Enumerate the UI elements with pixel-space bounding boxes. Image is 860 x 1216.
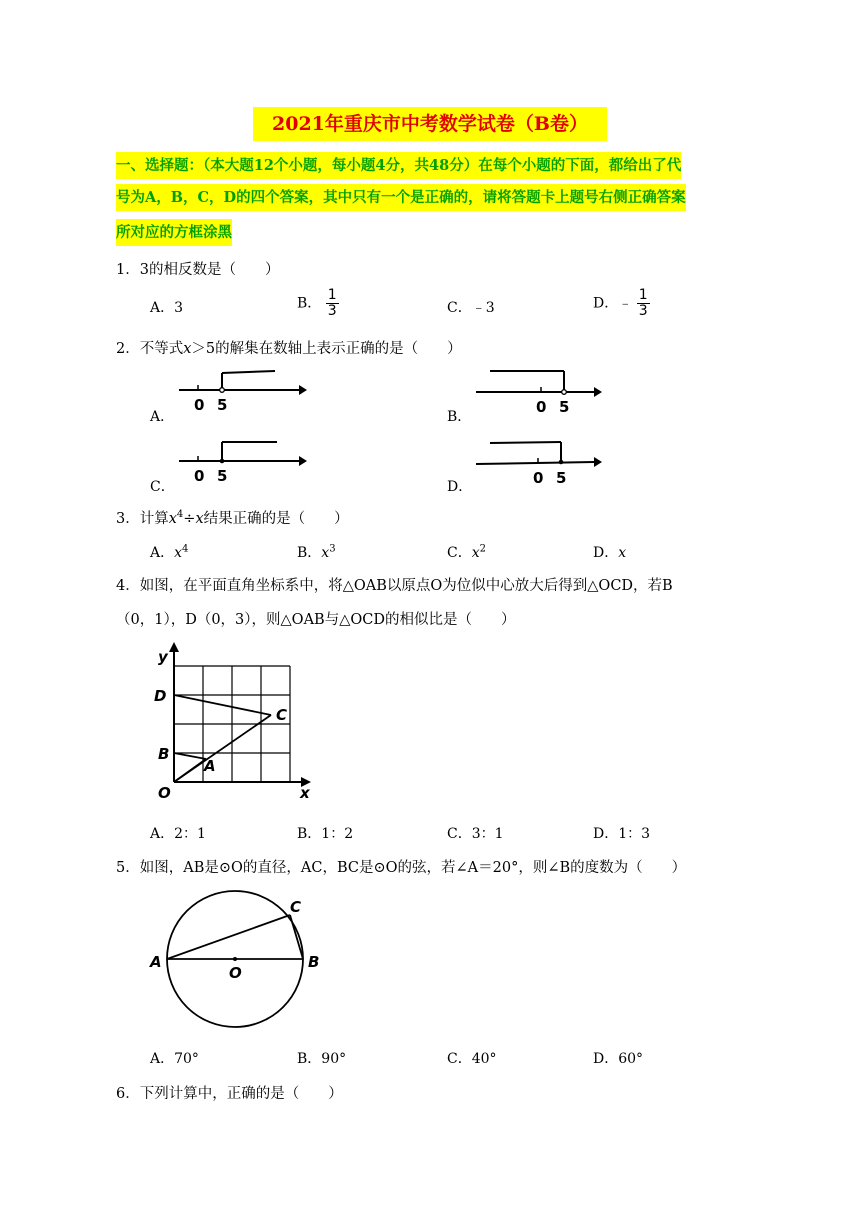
option-variable: x (321, 545, 330, 561)
option-exponent: 4 (182, 543, 189, 555)
question-1-option-d-fraction (637, 288, 650, 319)
option-variable: x (471, 545, 480, 561)
number-line-b (472, 366, 607, 416)
coordinate-grid-figure (150, 638, 330, 808)
stem-variable: x (195, 511, 204, 527)
question-3-option-d (593, 542, 626, 562)
stem-operator: ÷ (183, 511, 196, 527)
stem-text: 2．不等式 (116, 341, 184, 357)
stem-text: 结果正确的是（ ） (203, 511, 349, 527)
question-2-option-c-label: C． (150, 479, 175, 495)
axis-label-y: y (158, 648, 168, 666)
fraction-numerator: 1 (327, 287, 337, 303)
section-instruction-line-3: 所对应的方框涂黑 (116, 219, 232, 246)
question-2-stem (116, 337, 462, 358)
question-3-stem (116, 507, 349, 528)
number-line-five: 5 (559, 398, 570, 416)
question-5-option-a: A．70° (150, 1051, 199, 1067)
option-variable: x (618, 545, 627, 561)
point-label-d: D (154, 687, 167, 705)
option-label: B． (297, 545, 322, 561)
point-label-o: O (229, 964, 242, 982)
fraction-denominator: 3 (638, 303, 648, 319)
question-1-stem: 1．3的相反数是（ ） (116, 262, 280, 278)
question-5-option-b: B．90° (297, 1051, 347, 1067)
option-label: D． (593, 545, 619, 561)
number-line-a (175, 366, 310, 416)
question-1-option-b (297, 288, 339, 319)
number-line-c (175, 437, 310, 487)
question-1-option-c: C．﹣3 (447, 300, 495, 316)
option-label: C． (447, 545, 472, 561)
question-5-option-c: C．40° (447, 1051, 497, 1067)
number-line-five: 5 (217, 396, 228, 414)
fraction-numerator: 1 (638, 287, 648, 303)
number-line-five: 5 (217, 467, 228, 485)
number-line-d (472, 437, 607, 487)
fraction-denominator: 3 (327, 303, 337, 319)
stem-variable: x (183, 341, 192, 357)
point-label-o: O (158, 784, 171, 802)
question-3-option-b (297, 542, 336, 562)
question-4-option-c: C．3：1 (447, 826, 504, 842)
point-label-a: A (204, 757, 216, 775)
question-5-option-d: D．60° (593, 1051, 644, 1067)
point-label-c: C (290, 898, 302, 916)
option-exponent: 3 (329, 543, 336, 555)
point-label-b: B (158, 745, 170, 763)
number-line-zero: 0 (194, 396, 205, 414)
exam-title: 2021年重庆市中考数学试卷（B卷） (253, 107, 607, 141)
question-5-stem: 5．如图，AB是⊙O的直径，AC，BC是⊙O的弦，若∠A＝20°，则∠B的度数为（ ） (116, 860, 687, 876)
question-1-option-b-fraction (326, 288, 339, 319)
stem-text: 3．计算 (116, 511, 169, 527)
number-line-zero: 0 (533, 469, 544, 487)
number-line-five: 5 (556, 469, 567, 487)
question-1-option-d (593, 288, 650, 319)
question-4-option-d: D．1：3 (593, 826, 651, 842)
point-label-c: C (276, 706, 288, 724)
question-4-stem-line-2: （0，1），D（0，3），则△OAB与△OCD的相似比是（ ） (116, 612, 516, 628)
stem-exponent: 4 (176, 509, 184, 521)
point-label-a: A (150, 953, 162, 971)
question-4-option-b: B．1：2 (297, 826, 354, 842)
question-1-option-a: A．3 (150, 300, 184, 316)
stem-text: ＞5的解集在数轴上表示正确的是（ ） (191, 341, 462, 357)
question-1-option-b-label: B． (297, 295, 322, 312)
section-instruction-line-1: 一、选择题：（本大题12个小题，每小题4分，共48分）在每个小题的下面，都给出了代 (116, 152, 681, 179)
point-label-b: B (308, 953, 320, 971)
question-2-option-b-label: B． (447, 409, 472, 425)
question-2-option-d-label: D． (447, 479, 473, 495)
question-6-stem: 6．下列计算中，正确的是（ ） (116, 1086, 343, 1102)
question-2-option-a-label: A． (150, 409, 175, 425)
question-4-option-a: A．2：1 (150, 826, 206, 842)
option-exponent: 2 (479, 543, 486, 555)
question-3-option-a (150, 542, 188, 562)
axis-label-x: x (300, 784, 310, 802)
question-4-stem-line-1: 4．如图，在平面直角坐标系中，将△OAB以原点O为位似中心放大后得到△OCD，若B (116, 578, 673, 594)
question-3-option-c (447, 542, 486, 562)
question-1-option-d-label: D．﹣ (593, 295, 633, 312)
number-line-zero: 0 (536, 398, 547, 416)
option-label: A． (150, 545, 175, 561)
stem-variable: x (168, 511, 177, 527)
section-instruction-line-2: 号为A，B，C，D的四个答案，其中只有一个是正确的，请将答题卡上题号右侧正确答案 (116, 184, 686, 211)
number-line-zero: 0 (194, 467, 205, 485)
circle-figure (148, 882, 338, 1042)
option-variable: x (174, 545, 183, 561)
